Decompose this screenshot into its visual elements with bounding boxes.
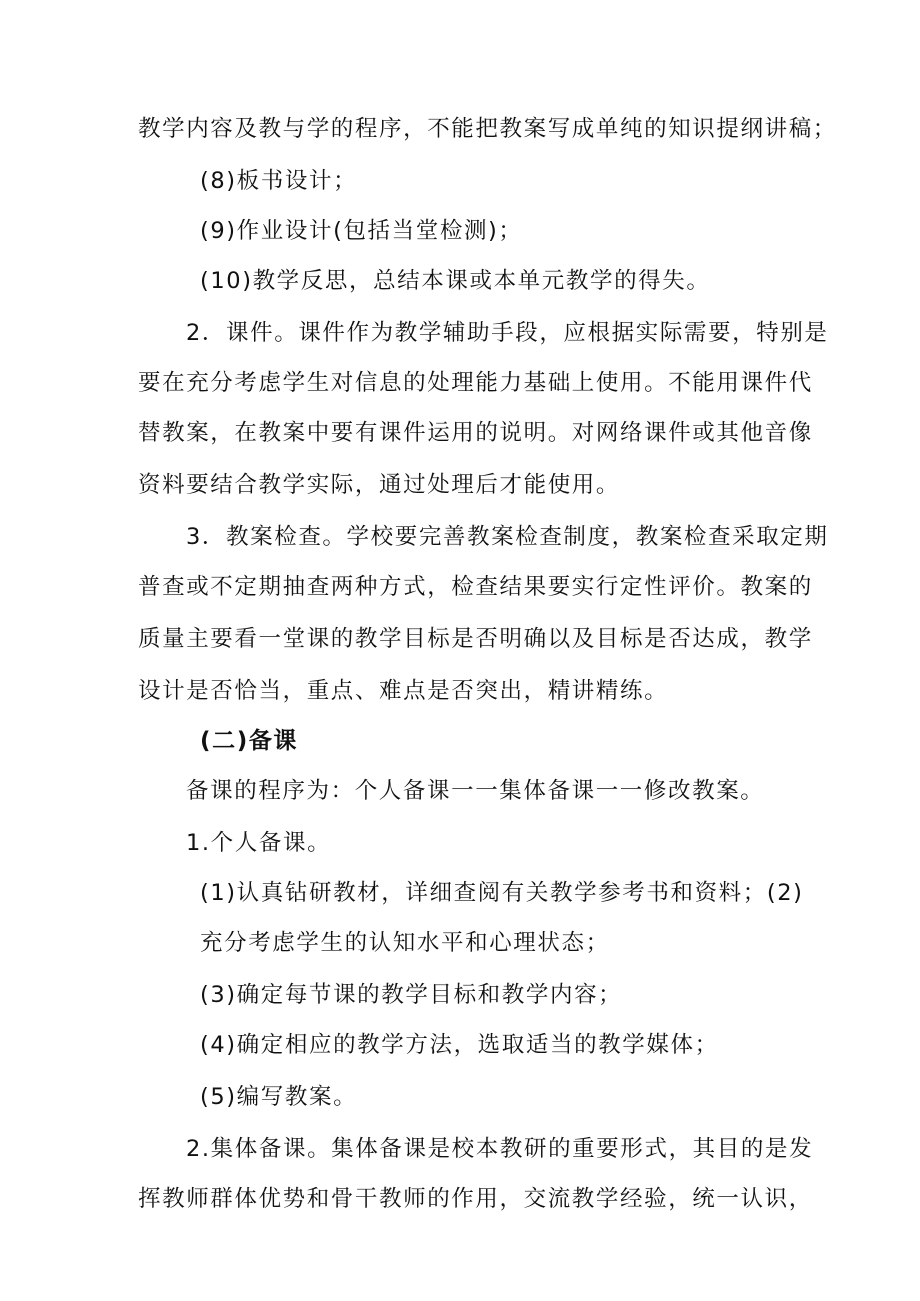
paragraph-line: 资料要结合教学实际，通过处理后才能使用。 xyxy=(138,472,621,498)
body-text-line: 教学内容及教与学的程序，不能把教案写成单纯的知识提纲讲稿； xyxy=(138,116,837,142)
paragraph-line: 挥教师群体优势和骨干教师的作用，交流教学经验，统一认识， xyxy=(138,1186,813,1212)
list-item: 充分考虑学生的认知水平和心理状态； xyxy=(200,930,610,956)
list-item: (4)确定相应的教学方法，选取适当的教学媒体； xyxy=(200,1032,719,1058)
paragraph-line: 3．教案检查。学校要完善教案检查制度，教案检查采取定期 xyxy=(186,524,829,550)
subheading-line: 1.个人备课。 xyxy=(186,830,332,856)
paragraph-line: 2．课件。课件作为教学辅助手段，应根据实际需要，特别是 xyxy=(186,320,829,346)
paragraph-line: 设计是否恰当，重点、难点是否突出，精讲精练。 xyxy=(138,678,669,704)
list-item: (1)认真钻研教材，详细查阅有关教学参考书和资料；(2) xyxy=(200,880,804,906)
list-item: (5)编写教案。 xyxy=(200,1084,358,1110)
paragraph-line: 备课的程序为：个人备课一一集体备课一一修改教案。 xyxy=(186,778,765,804)
list-item: (10)教学反思，总结本课或本单元教学的得失。 xyxy=(200,268,711,294)
paragraph-line: 要在充分考虑学生对信息的处理能力基础上使用。不能用课件代 xyxy=(138,370,813,396)
section-heading: (二)备课 xyxy=(200,728,299,754)
list-item: (9)作业设计(包括当堂检测)； xyxy=(200,218,523,244)
paragraph-line: 2.集体备课。集体备课是校本教研的重要形式，其目的是发 xyxy=(186,1136,814,1162)
paragraph-line: 质量主要看一堂课的教学目标是否明确以及目标是否达成，教学 xyxy=(138,626,813,652)
list-item: (8)板书设计； xyxy=(200,168,358,194)
list-item: (3)确定每节课的教学目标和教学内容； xyxy=(200,982,623,1008)
paragraph-line: 普查或不定期抽查两种方式，检查结果要实行定性评价。教案的 xyxy=(138,574,813,600)
paragraph-line: 替教案，在教案中要有课件运用的说明。对网络课件或其他音像 xyxy=(138,420,813,446)
